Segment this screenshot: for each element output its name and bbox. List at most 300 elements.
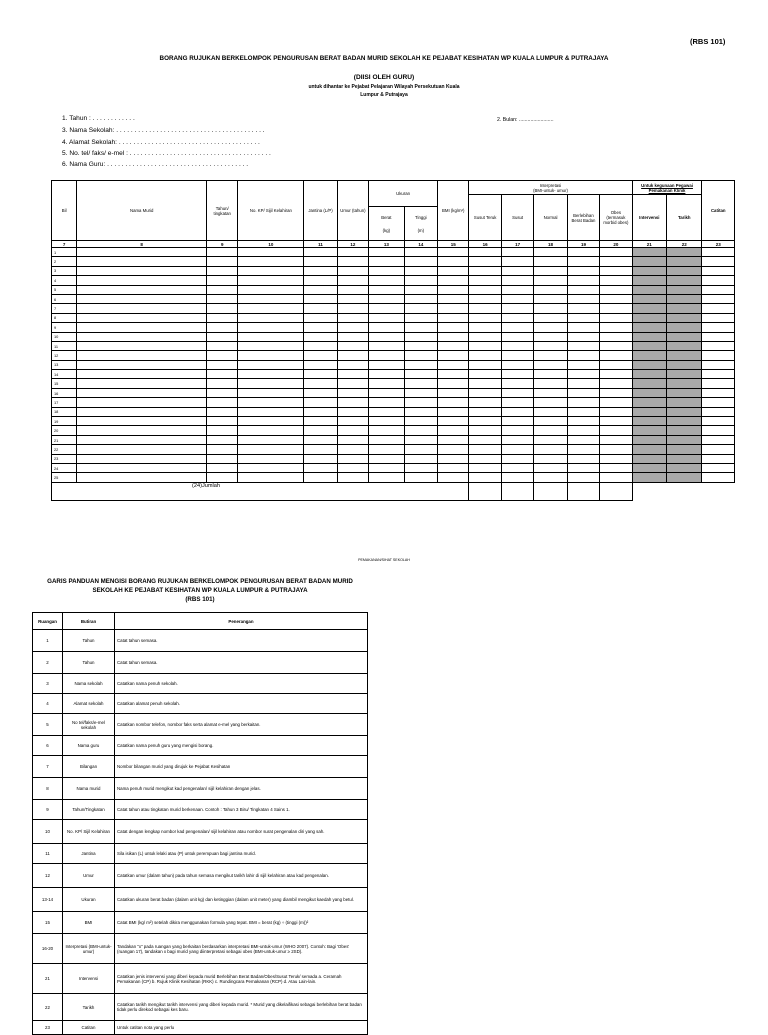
- table-cell[interactable]: [702, 435, 735, 444]
- table-cell[interactable]: [702, 285, 735, 294]
- table-cell[interactable]: [600, 398, 632, 407]
- table-cell[interactable]: [632, 388, 666, 397]
- table-cell[interactable]: [567, 304, 599, 313]
- table-cell[interactable]: [567, 323, 599, 332]
- table-cell[interactable]: [632, 407, 666, 416]
- table-cell[interactable]: [337, 276, 368, 285]
- table-cell[interactable]: [567, 407, 599, 416]
- table-cell[interactable]: [77, 276, 207, 285]
- table-cell[interactable]: [207, 276, 238, 285]
- table-cell[interactable]: [207, 294, 238, 303]
- table-cell[interactable]: [304, 332, 337, 341]
- table-cell[interactable]: [404, 248, 437, 257]
- table-cell[interactable]: [238, 473, 304, 482]
- table-cell[interactable]: [438, 379, 469, 388]
- table-cell[interactable]: [667, 417, 702, 426]
- table-cell[interactable]: [632, 313, 666, 322]
- table-cell[interactable]: [438, 463, 469, 472]
- table-cell[interactable]: [438, 351, 469, 360]
- table-cell[interactable]: [501, 257, 533, 266]
- table-cell[interactable]: [600, 257, 632, 266]
- table-cell[interactable]: [469, 294, 501, 303]
- table-cell[interactable]: [369, 266, 404, 275]
- table-cell[interactable]: [567, 257, 599, 266]
- table-cell[interactable]: [702, 426, 735, 435]
- table-cell[interactable]: [667, 360, 702, 369]
- table-cell[interactable]: [77, 360, 207, 369]
- table-cell[interactable]: [404, 445, 437, 454]
- table-cell[interactable]: [207, 332, 238, 341]
- table-cell[interactable]: [469, 454, 501, 463]
- table-cell[interactable]: [238, 313, 304, 322]
- table-cell[interactable]: [337, 426, 368, 435]
- table-cell[interactable]: [667, 473, 702, 482]
- table-cell[interactable]: [469, 379, 501, 388]
- table-cell[interactable]: [304, 398, 337, 407]
- table-cell[interactable]: [632, 266, 666, 275]
- table-cell[interactable]: [304, 370, 337, 379]
- table-cell[interactable]: [632, 360, 666, 369]
- table-cell[interactable]: [337, 285, 368, 294]
- table-cell[interactable]: [304, 388, 337, 397]
- table-cell[interactable]: [469, 407, 501, 416]
- table-cell[interactable]: [304, 417, 337, 426]
- table-cell[interactable]: [77, 435, 207, 444]
- table-cell[interactable]: [667, 370, 702, 379]
- table-cell[interactable]: [404, 257, 437, 266]
- table-cell[interactable]: [369, 323, 404, 332]
- field-nama-guru[interactable]: 6. Nama Guru: . . . . . . . . . . . . . . . . . . . . . . . . . . . . . . . . . . . . . . .: [62, 161, 249, 168]
- table-cell[interactable]: [337, 304, 368, 313]
- table-cell[interactable]: [238, 370, 304, 379]
- table-cell[interactable]: [667, 379, 702, 388]
- table-cell[interactable]: [501, 351, 533, 360]
- table-cell[interactable]: [77, 454, 207, 463]
- table-cell[interactable]: [534, 323, 567, 332]
- table-cell[interactable]: [632, 435, 666, 444]
- table-cell[interactable]: [337, 332, 368, 341]
- table-cell[interactable]: [600, 454, 632, 463]
- table-cell[interactable]: [77, 351, 207, 360]
- table-cell[interactable]: [702, 398, 735, 407]
- table-cell[interactable]: [667, 426, 702, 435]
- table-cell[interactable]: [534, 426, 567, 435]
- table-cell[interactable]: [337, 257, 368, 266]
- table-cell[interactable]: [438, 445, 469, 454]
- table-cell[interactable]: [404, 398, 437, 407]
- table-cell[interactable]: [304, 323, 337, 332]
- table-cell[interactable]: [238, 351, 304, 360]
- table-cell[interactable]: [600, 276, 632, 285]
- table-cell[interactable]: [369, 332, 404, 341]
- table-cell[interactable]: [337, 473, 368, 482]
- table-cell[interactable]: [238, 398, 304, 407]
- table-cell[interactable]: [600, 332, 632, 341]
- table-cell[interactable]: [702, 266, 735, 275]
- table-cell[interactable]: [702, 257, 735, 266]
- table-cell[interactable]: [207, 398, 238, 407]
- table-cell[interactable]: [438, 285, 469, 294]
- table-cell[interactable]: [207, 323, 238, 332]
- table-cell[interactable]: [501, 388, 533, 397]
- table-cell[interactable]: [404, 351, 437, 360]
- table-cell[interactable]: [238, 379, 304, 388]
- table-cell[interactable]: [501, 473, 533, 482]
- table-cell[interactable]: [534, 407, 567, 416]
- table-cell[interactable]: [369, 360, 404, 369]
- table-cell[interactable]: [304, 257, 337, 266]
- table-cell[interactable]: [438, 266, 469, 275]
- table-cell[interactable]: [667, 257, 702, 266]
- table-cell[interactable]: [369, 426, 404, 435]
- table-cell[interactable]: [404, 379, 437, 388]
- table-cell[interactable]: [238, 294, 304, 303]
- table-cell[interactable]: [337, 323, 368, 332]
- table-cell[interactable]: [304, 435, 337, 444]
- table-cell[interactable]: [404, 435, 437, 444]
- table-cell[interactable]: [238, 360, 304, 369]
- table-cell[interactable]: [238, 388, 304, 397]
- table-cell[interactable]: [238, 323, 304, 332]
- table-cell[interactable]: [304, 360, 337, 369]
- table-cell[interactable]: [304, 379, 337, 388]
- table-cell[interactable]: [702, 313, 735, 322]
- table-cell[interactable]: [337, 435, 368, 444]
- table-cell[interactable]: [207, 454, 238, 463]
- table-cell[interactable]: [469, 257, 501, 266]
- table-cell[interactable]: [469, 473, 501, 482]
- table-cell[interactable]: [632, 417, 666, 426]
- table-cell[interactable]: [702, 323, 735, 332]
- table-cell[interactable]: [501, 379, 533, 388]
- table-cell[interactable]: [369, 257, 404, 266]
- table-cell[interactable]: [369, 417, 404, 426]
- table-cell[interactable]: [567, 417, 599, 426]
- table-cell[interactable]: [369, 398, 404, 407]
- table-cell[interactable]: [632, 332, 666, 341]
- table-cell[interactable]: [404, 388, 437, 397]
- table-cell[interactable]: [534, 332, 567, 341]
- table-cell[interactable]: [469, 360, 501, 369]
- table-cell[interactable]: [600, 417, 632, 426]
- table-cell[interactable]: [600, 266, 632, 275]
- table-cell[interactable]: [501, 463, 533, 472]
- table-cell[interactable]: [438, 426, 469, 435]
- table-cell[interactable]: [567, 398, 599, 407]
- table-cell[interactable]: [369, 285, 404, 294]
- table-cell[interactable]: [404, 332, 437, 341]
- table-cell[interactable]: [438, 341, 469, 350]
- table-cell[interactable]: [667, 332, 702, 341]
- table-cell[interactable]: [600, 379, 632, 388]
- table-cell[interactable]: [337, 379, 368, 388]
- table-cell[interactable]: [304, 248, 337, 257]
- table-cell[interactable]: [667, 435, 702, 444]
- table-cell[interactable]: [534, 294, 567, 303]
- table-cell[interactable]: [404, 294, 437, 303]
- table-cell[interactable]: [207, 266, 238, 275]
- table-cell[interactable]: [77, 332, 207, 341]
- table-cell[interactable]: [469, 435, 501, 444]
- table-cell[interactable]: [77, 370, 207, 379]
- table-cell[interactable]: [369, 341, 404, 350]
- table-cell[interactable]: [438, 323, 469, 332]
- table-cell[interactable]: [369, 407, 404, 416]
- table-cell[interactable]: [501, 276, 533, 285]
- table-cell[interactable]: [600, 294, 632, 303]
- table-cell[interactable]: [438, 370, 469, 379]
- table-cell[interactable]: [501, 426, 533, 435]
- table-cell[interactable]: [337, 266, 368, 275]
- table-cell[interactable]: [469, 341, 501, 350]
- table-cell[interactable]: [304, 304, 337, 313]
- table-cell[interactable]: [337, 398, 368, 407]
- table-cell[interactable]: [438, 473, 469, 482]
- table-cell[interactable]: [207, 304, 238, 313]
- table-cell[interactable]: [469, 370, 501, 379]
- table-cell[interactable]: [304, 313, 337, 322]
- table-cell[interactable]: [534, 370, 567, 379]
- table-cell[interactable]: [667, 294, 702, 303]
- table-cell[interactable]: [632, 398, 666, 407]
- table-cell[interactable]: [207, 407, 238, 416]
- table-cell[interactable]: [600, 248, 632, 257]
- table-cell[interactable]: [238, 257, 304, 266]
- table-cell[interactable]: [337, 341, 368, 350]
- table-cell[interactable]: [238, 248, 304, 257]
- table-cell[interactable]: [77, 473, 207, 482]
- table-cell[interactable]: [632, 445, 666, 454]
- table-cell[interactable]: [567, 313, 599, 322]
- table-cell[interactable]: [369, 388, 404, 397]
- table-cell[interactable]: [469, 445, 501, 454]
- table-cell[interactable]: [534, 360, 567, 369]
- table-cell[interactable]: [77, 379, 207, 388]
- table-cell[interactable]: [600, 388, 632, 397]
- table-cell[interactable]: [501, 304, 533, 313]
- table-cell[interactable]: [469, 323, 501, 332]
- jumlah-berlebihan[interactable]: [567, 482, 599, 500]
- table-cell[interactable]: [337, 370, 368, 379]
- table-cell[interactable]: [438, 332, 469, 341]
- table-cell[interactable]: [567, 426, 599, 435]
- table-cell[interactable]: [600, 473, 632, 482]
- table-cell[interactable]: [369, 379, 404, 388]
- table-cell[interactable]: [469, 332, 501, 341]
- table-cell[interactable]: [501, 445, 533, 454]
- table-cell[interactable]: [77, 323, 207, 332]
- table-cell[interactable]: [369, 276, 404, 285]
- table-cell[interactable]: [667, 351, 702, 360]
- table-cell[interactable]: [702, 454, 735, 463]
- table-cell[interactable]: [567, 388, 599, 397]
- table-cell[interactable]: [534, 463, 567, 472]
- table-cell[interactable]: [438, 248, 469, 257]
- table-cell[interactable]: [404, 276, 437, 285]
- table-cell[interactable]: [337, 313, 368, 322]
- table-cell[interactable]: [77, 257, 207, 266]
- table-cell[interactable]: [702, 445, 735, 454]
- table-cell[interactable]: [702, 248, 735, 257]
- table-cell[interactable]: [404, 360, 437, 369]
- field-tahun[interactable]: 1. Tahun : . . . . . . . . . . . .: [62, 115, 135, 122]
- table-cell[interactable]: [501, 332, 533, 341]
- table-cell[interactable]: [501, 341, 533, 350]
- table-cell[interactable]: [438, 407, 469, 416]
- table-cell[interactable]: [600, 463, 632, 472]
- table-cell[interactable]: [404, 285, 437, 294]
- table-cell[interactable]: [567, 266, 599, 275]
- table-cell[interactable]: [702, 379, 735, 388]
- table-cell[interactable]: [404, 454, 437, 463]
- table-cell[interactable]: [702, 388, 735, 397]
- table-cell[interactable]: [207, 257, 238, 266]
- table-cell[interactable]: [501, 266, 533, 275]
- table-cell[interactable]: [600, 426, 632, 435]
- table-cell[interactable]: [600, 313, 632, 322]
- table-cell[interactable]: [77, 294, 207, 303]
- table-cell[interactable]: [667, 463, 702, 472]
- table-cell[interactable]: [567, 332, 599, 341]
- table-cell[interactable]: [534, 417, 567, 426]
- table-cell[interactable]: [632, 454, 666, 463]
- table-cell[interactable]: [469, 276, 501, 285]
- table-cell[interactable]: [501, 398, 533, 407]
- table-cell[interactable]: [667, 323, 702, 332]
- table-cell[interactable]: [207, 445, 238, 454]
- table-cell[interactable]: [534, 341, 567, 350]
- table-cell[interactable]: [304, 351, 337, 360]
- table-cell[interactable]: [404, 266, 437, 275]
- table-cell[interactable]: [469, 248, 501, 257]
- table-cell[interactable]: [534, 379, 567, 388]
- table-cell[interactable]: [337, 463, 368, 472]
- table-cell[interactable]: [304, 341, 337, 350]
- table-cell[interactable]: [567, 379, 599, 388]
- table-cell[interactable]: [501, 370, 533, 379]
- table-cell[interactable]: [369, 304, 404, 313]
- table-cell[interactable]: [567, 445, 599, 454]
- table-cell[interactable]: [567, 294, 599, 303]
- table-cell[interactable]: [369, 463, 404, 472]
- table-cell[interactable]: [632, 426, 666, 435]
- table-cell[interactable]: [438, 398, 469, 407]
- table-cell[interactable]: [567, 341, 599, 350]
- table-cell[interactable]: [404, 407, 437, 416]
- table-cell[interactable]: [238, 407, 304, 416]
- table-cell[interactable]: [304, 454, 337, 463]
- table-cell[interactable]: [600, 285, 632, 294]
- table-cell[interactable]: [438, 435, 469, 444]
- table-cell[interactable]: [404, 304, 437, 313]
- table-cell[interactable]: [238, 454, 304, 463]
- table-cell[interactable]: [501, 294, 533, 303]
- table-cell[interactable]: [238, 276, 304, 285]
- table-cell[interactable]: [600, 445, 632, 454]
- table-cell[interactable]: [632, 276, 666, 285]
- table-cell[interactable]: [567, 360, 599, 369]
- table-cell[interactable]: [632, 351, 666, 360]
- table-cell[interactable]: [534, 435, 567, 444]
- table-cell[interactable]: [534, 398, 567, 407]
- table-cell[interactable]: [238, 341, 304, 350]
- table-cell[interactable]: [567, 473, 599, 482]
- table-cell[interactable]: [238, 266, 304, 275]
- table-cell[interactable]: [337, 388, 368, 397]
- table-cell[interactable]: [438, 454, 469, 463]
- table-cell[interactable]: [369, 294, 404, 303]
- field-bulan[interactable]: 2. Bulan: ........................: [497, 117, 554, 123]
- table-cell[interactable]: [534, 248, 567, 257]
- table-cell[interactable]: [667, 398, 702, 407]
- table-cell[interactable]: [369, 370, 404, 379]
- table-cell[interactable]: [667, 248, 702, 257]
- table-cell[interactable]: [534, 388, 567, 397]
- table-cell[interactable]: [438, 294, 469, 303]
- table-cell[interactable]: [534, 257, 567, 266]
- table-cell[interactable]: [404, 417, 437, 426]
- jumlah-susut-teruk[interactable]: [469, 482, 501, 500]
- table-cell[interactable]: [667, 276, 702, 285]
- table-cell[interactable]: [632, 341, 666, 350]
- table-cell[interactable]: [404, 473, 437, 482]
- table-cell[interactable]: [501, 313, 533, 322]
- table-cell[interactable]: [632, 463, 666, 472]
- table-cell[interactable]: [238, 417, 304, 426]
- table-cell[interactable]: [438, 276, 469, 285]
- table-cell[interactable]: [337, 351, 368, 360]
- table-cell[interactable]: [438, 313, 469, 322]
- table-cell[interactable]: [702, 341, 735, 350]
- table-cell[interactable]: [501, 323, 533, 332]
- table-cell[interactable]: [207, 426, 238, 435]
- jumlah-susut[interactable]: [501, 482, 533, 500]
- table-cell[interactable]: [77, 266, 207, 275]
- table-cell[interactable]: [304, 445, 337, 454]
- table-cell[interactable]: [77, 407, 207, 416]
- table-cell[interactable]: [77, 426, 207, 435]
- table-cell[interactable]: [238, 463, 304, 472]
- table-cell[interactable]: [469, 388, 501, 397]
- table-cell[interactable]: [77, 463, 207, 472]
- table-cell[interactable]: [600, 304, 632, 313]
- table-cell[interactable]: [207, 370, 238, 379]
- table-cell[interactable]: [469, 351, 501, 360]
- jumlah-obes[interactable]: [600, 482, 632, 500]
- table-cell[interactable]: [438, 388, 469, 397]
- table-cell[interactable]: [501, 360, 533, 369]
- table-cell[interactable]: [337, 407, 368, 416]
- table-cell[interactable]: [501, 435, 533, 444]
- table-cell[interactable]: [304, 294, 337, 303]
- table-cell[interactable]: [600, 370, 632, 379]
- table-cell[interactable]: [567, 285, 599, 294]
- table-cell[interactable]: [207, 417, 238, 426]
- table-cell[interactable]: [702, 332, 735, 341]
- table-cell[interactable]: [438, 257, 469, 266]
- table-cell[interactable]: [501, 248, 533, 257]
- field-alamat-sekolah[interactable]: 4. Alamat Sekolah: . . . . . . . . . . . . . . . . . . . . . . . . . . . . . . . . . . . . . . .: [62, 139, 260, 146]
- table-cell[interactable]: [77, 341, 207, 350]
- table-cell[interactable]: [207, 341, 238, 350]
- table-cell[interactable]: [238, 285, 304, 294]
- table-cell[interactable]: [369, 248, 404, 257]
- table-cell[interactable]: [632, 473, 666, 482]
- table-cell[interactable]: [632, 294, 666, 303]
- table-cell[interactable]: [667, 266, 702, 275]
- table-cell[interactable]: [404, 341, 437, 350]
- table-cell[interactable]: [534, 304, 567, 313]
